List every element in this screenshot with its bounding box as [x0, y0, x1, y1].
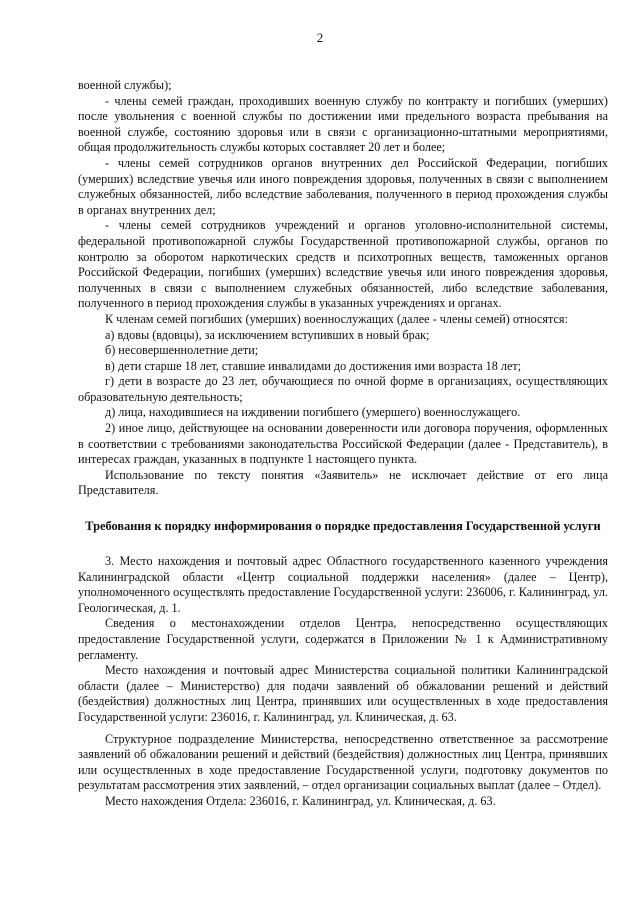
paragraph: 3. Место нахождения и почтовый адрес Областного государственного казенного учреждения Калининградской области «Центр социальной поддержки населения» (далее – Центр), уполномоченного осуществлять предоставление Государственной услуги: 236006, г. Калининград, ул. Геологическая, д. 1. — [78, 554, 608, 615]
list-item: г) дети в возрасте до 23 лет, обучающиеся по очной форме в организациях, осуществляющих образовательную деятельность; — [78, 374, 608, 404]
list-item: в) дети старше 18 лет, ставшие инвалидами до достижения ими возраста 18 лет; — [105, 358, 522, 373]
section-heading: Требования к порядку информирования о порядке предоставления Государственной услуги — [85, 519, 601, 534]
paragraph: - члены семей сотрудников учреждений и органов уголовно-исполнительной системы, федеральной противопожарной службы Государственной противопожарной службы, органов по контролю за оборотом наркотических средств и психотропных веществ, таможенных органов Российской Федерации, погибших (умерших) вследствие увечья или иного повреждения здоровья, полученных в связи с выполнением служебных обязанностей, либо вследствие заболевания, полученного в период прохождения службы в указанных учреждениях и органах. — [78, 218, 608, 311]
list-item: а) вдовы (вдовцы), за исключением вступивших в новый брак; — [105, 327, 430, 342]
document-body — [78, 78, 608, 810]
paragraph: военной службы); — [78, 78, 172, 92]
paragraph: Использование по тексту понятия «Заявитель» не исключает действие от его лица Представителя. — [78, 467, 608, 498]
list-item: б) несовершеннолетние дети; — [105, 343, 259, 358]
paragraph: Сведения о местонахождении отделов Центра, непосредственно осуществляющих предоставление Государственной услуги, содержатся в Приложении № 1 к Административному регламенту. — [78, 616, 608, 662]
list-item: д) лица, находившиеся на иждивении погибшего (умершего) военнослужащего. — [105, 405, 521, 420]
paragraph: - члены семей сотрудников органов внутренних дел Российской Федерации, погибших (умерших) вследствие увечья или иного повреждения здоровья, полученных в связи с выполнением служебных обязанностей, либо вследствие заболевания, полученного в период прохождения службы в органах внутренних дел; — [78, 155, 608, 217]
paragraph: Место нахождения и почтовый адрес Министерства социальной политики Калининградской области (далее – Министерство) для подачи заявлений об обжаловании решений и действий (бездействия) должностных лиц Центра, принявших или осуществленных в ходе предоставления Государственной услуги: 236016, г. Калининград, ул. Клиническая, д. 63. — [78, 663, 608, 724]
page-number: 2 — [316, 30, 324, 45]
paragraph: 2) иное лицо, действующее на основании доверенности или договора поручения, оформленных в соответствии с требованиями законодательства Российской Федерации (далее - Представитель), в интересах граждан, указанных в подпункте 1 настоящего пункта. — [78, 421, 608, 467]
paragraph: Место нахождения Отдела: 236016, г. Калининград, ул. Клиническая, д. 63. — [105, 793, 496, 808]
paragraph: - члены семей граждан, проходивших военную службу по контракту и погибших (умерших) после увольнения с военной службы по достижении ими предельного возраста пребывания на военной службе, состоянию здоровья или в связи с организационно-штатными мероприятиями, общая продолжительность службы которых составляет 20 лет и более; — [78, 93, 608, 155]
paragraph: К членам семей погибших (умерших) военнослужащих (далее - члены семей) относятся: — [105, 311, 568, 326]
paragraph: Структурное подразделение Министерства, непосредственно ответственное за рассмотрение заявлений об обжаловании решений и действий (бездействия) должностных лиц Центра, принявших или осуществленных в ходе предоставление Государственной услуги, подготовку документов по результатам рассмотрения этих заявлений, – отдел организации социальных выплат (далее – Отдел). — [78, 731, 608, 793]
